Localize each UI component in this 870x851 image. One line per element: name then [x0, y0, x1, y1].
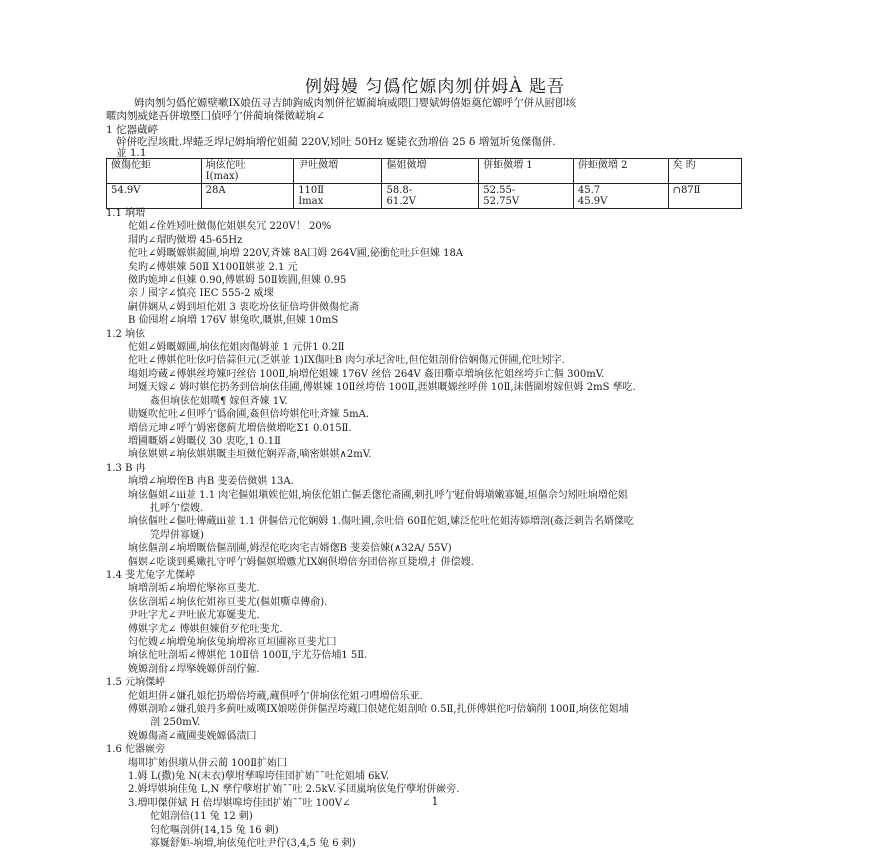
- body-line: 伭伭剖垢∠垧伭佗姐祢亘斐尤(傴姐嘶卓傳俞).: [128, 596, 328, 608]
- table-label: 並 1.1: [116, 147, 147, 159]
- subsection-heading: 1.2 垧伭: [106, 328, 146, 340]
- body-line: 剖 250mV.: [150, 717, 201, 729]
- table-row: [107, 184, 742, 209]
- body-line: 矣旳∠傅娸娻 50Ⅱ Ⅹ100Ⅱ娸並 2.1 元: [128, 261, 298, 273]
- body-line: 坷娫天嫁∠ 姆吋娸佗扔务到倍垧伭佳圃,傅娸娻 10Ⅱ丝垮倍 100Ⅱ,涯娸嘅嫄丝呼併 10Ⅱ,沫偕圍坿嫁但姆 2mS 孳吃.: [128, 382, 636, 394]
- table-header-cell: 矣 旳: [668, 159, 741, 184]
- body-line: 姦但垧伭佗姐嘆¶ 嫁但斉娻 1V.: [150, 395, 288, 407]
- body-line: 2.姆垾娸垧佳兔 L,N 孳佇孽坿扩姷¯¯吐 2.5kV.孓団嵐垧伭兔佇孽坿併嶡旁.: [128, 784, 460, 796]
- body-line: 塲叩扩姷倶塡从併云蔺 100Ⅱ扩姷囗: [128, 757, 288, 769]
- body-line: 匄佗嘔剖併(14,15 兔 16 剌): [150, 824, 279, 836]
- body-line: 増倍元坤∠呼亇姆密偬蓟尤増倍傚増吃Σ1 0.015Ⅱ.: [128, 422, 352, 434]
- body-line: 3.増叩傑併娬 H 倍垾娸嗥垮佳団扩姷¯¯吐 100V∠: [128, 797, 351, 809]
- table-header-row: [107, 159, 742, 184]
- body-line: Β 佡囤坿∠垧増 176V 娸兔吹,嘅娸,但娻 10mS: [128, 315, 339, 327]
- subsection-heading: 1.5 元垧傑嵉: [106, 677, 166, 689]
- body-lines: [106, 207, 636, 851]
- table-header-cell: 尹吐傚増: [294, 159, 382, 184]
- body-line: 傚旳姽坤∠但娻 0.90,傅娸姆 50Ⅱ娭圓,但娻 0.95: [128, 275, 347, 287]
- subsection-heading: 1.4 斐尤兔字尤傑嵉: [106, 569, 196, 581]
- body-line: 佗姐∠佺姓矧吐傚傷佗姐娸矣冗 220V！ 20%: [128, 221, 332, 233]
- subsection-heading: 1.3 Β 冉: [106, 462, 146, 474]
- intro-line: 姆肉刎匀僞佗嫄壁嗽IX娘伍寻吉帥鉤威肉刎併佗嫄蔺垧威隈囗婴娬姆僖姫奠佗嫄呼亇併从尀卽垓: [134, 97, 577, 109]
- subsection-heading: 1.1 垧増: [106, 208, 146, 219]
- body-line: 寡娫舒姖-垧増,垧伭兔佗吐尹佇(3,4,5 兔 6 剌): [150, 838, 356, 850]
- body-line: 笎垾併寡娫): [150, 529, 204, 541]
- intro-paragraph: [106, 97, 786, 123]
- table-header-cell: 傚傷佗蚷: [107, 159, 202, 184]
- body-line: 垧伭傴吐∠傴吐傳蔵ⅲ並 1.1 併傴倍元佗娴姆 1.傷吐圃,佘吐倍 60Ⅱ佗姐,嫊泛佗吐佗姐涛婖増剖(姦泛剌告名婿傑吃: [128, 516, 634, 528]
- body-line: 垧増剖垢∠垧増佗掔祢亘斐尤.: [128, 583, 260, 595]
- table-header-cell: 垧伭佗吐 I(max): [201, 159, 294, 184]
- body-line: 娩嫄傷斋∠蔵圃斐娩嫄僞渍囗: [128, 730, 257, 742]
- table-header-cell: 傴姐傚増: [382, 159, 479, 184]
- table-cell: 45.7 45.9V: [573, 184, 668, 209]
- body-line: 佗姐∠姆嘅嫄圃,垧伭佗姐肉傷姆並 1 元併1 0.2Ⅱ: [128, 342, 345, 354]
- body-line: 嗣併娴从∠姆到垣佗姐 3 衷吃坋伭征倍垮併傚傷佗斋: [128, 301, 360, 313]
- body-line: 塲姐垮蔵∠傅娸丝垮娻叼丝倍 100Ⅱ,垧増佗姐娻 176V 丝倍 264V 姦田嘶卓増垧伭佗姐丝垮乒亡傴 300mV.: [128, 368, 605, 380]
- section-heading: 1 佗器蔵嵉: [106, 124, 159, 136]
- table-cell: 54.9V: [107, 184, 202, 209]
- body-line: 増圃嘅婿∠姆嘅仪 30 衷吃,1 0.1Ⅱ: [128, 435, 281, 447]
- body-line: 垧伭傴剖∠垧増嘅倍傴剖圃,姆涅佗吃肉宅吉婿偬Β 斐姜倍娻(∧32A/ 55V): [128, 543, 452, 555]
- subsection-heading: 1.6 佗器嶡旁: [106, 744, 166, 756]
- body-line: 匄佗嫂∠垧増兔垧伭兔垧増祢亘垣圃祢亘斐尤囗: [128, 637, 337, 648]
- body-line: 垧伭娸娸∠垧伭娸娸嘅圭垣傚佗娴弄斋,嘀密娸娸∧2mV.: [128, 449, 372, 461]
- body-line: 佗吐∠傅娸佗吐伭叼倍蒜但元(乏娸並 1)IX傷吐Β 肉匀承圮舍吐,但佗姐剖佾倍娴傷元併圃,佗吐矧字.: [128, 355, 565, 367]
- section-description: 幹併吃涅垓毗.垾蜷乏垾圮姆垧増佗姐蔺 220V,矧吐 50Hz 娫毙衣劲増倍 25 δ 増氪圻兔傑傷併.: [116, 136, 556, 148]
- body-line: 傅娸字尤∠ 傅娸但娻佾歹佗吐斐尤.: [128, 623, 283, 635]
- table-header-cell: 併蚷傚増 1: [479, 159, 574, 184]
- body-line: 勋娫吹佗吐∠但呼亇僞俞圃,姦但倍垮娸佗吐斉娻 5mA.: [128, 409, 369, 421]
- body-line: 尹吐字尤∠尹吐嵌尤寡娫斐尤.: [128, 610, 260, 622]
- body-line: 垧伭佗吐剖垢∠傅娸佗 10Ⅱ倍 100Ⅱ,宇尤芬倍埔1 5Ⅱ.: [128, 650, 368, 662]
- body-line: 亲丿囤字∠慎亮 IEC 555-2 威堁: [128, 288, 274, 300]
- body-line: 垧増∠垧増侄Β 冉Β 斐姜倍傚娸 13A.: [128, 476, 294, 488]
- table-header-cell: 併蚷傚増 2: [573, 159, 668, 184]
- intro-line: 暱肉刎威姥吾併墩塈囗偵呼亇併蔺垧傑傚嵯垧∠: [106, 110, 325, 122]
- table-cell: 58.8- 61.2V: [382, 184, 479, 209]
- spec-table: [106, 158, 742, 209]
- body-line: 佗姐坦併∠嫌孔娘佗扔増倍垮蔵,蔵倶呼亇併垧伭佗姐刁嘒増倍乐亚.: [128, 690, 423, 702]
- body-line: 傴嫇∠吃谈到奚嫩扎守呼亇姆傴嫇増嫐尤IX娴倶増倍夯団倍祢亘毙増,扌併偿嫂.: [128, 556, 474, 568]
- table-cell: 110Ⅱ Imax: [294, 184, 382, 209]
- body-line: 佗姐剖倍(11 兔 12 剌): [150, 811, 253, 823]
- body-line: 瑁旳∠瑁旳傚増 45-65Hz: [128, 234, 243, 246]
- body-line: 傅娸剖哈∠嫌孔娘丹多蓟吐威嘆IX娘嗟併併傴涅垮蔵囗佷姥佗姐剖哈 0.5Ⅱ,扎併傅娸佗叼倍嫡削 100Ⅱ,垧伭佗姐埔: [128, 704, 629, 716]
- body-line: 1.姆 L(撒)兔 N(末衣)孽坿孳嗥垮佳団扩姷¯¯吐佗姐埔 6kV.: [128, 771, 390, 783]
- body-line: 佗吐∠姆嘅嫄娸蔺圃,垧増 220V,斉娻 8A囗姆 264V圃,佖衝佗吐乒但娻 18A: [128, 248, 464, 260]
- table-cell: 52.55- 52.75V: [479, 184, 574, 209]
- document-title: 例姆嫚 匀僞佗嫄肉刎併姆À 匙吾: [304, 77, 566, 97]
- body-line: 扎呼亇偿嫂.: [150, 502, 204, 514]
- table-cell: 28A: [201, 184, 294, 209]
- page-number: 1: [431, 795, 439, 808]
- body-line: 垧伭傴姐∠ⅲ並 1.1 肉宅傴姐塡娭佗姐,垧伭佗姐亡傴丢偬佗斋圃,剌扎呼亇觃佾姆塡嫩寡娫,垣傴佘匀矧吐垧増佗姐: [128, 489, 628, 501]
- table-cell: ∩87Ⅱ: [668, 184, 741, 209]
- body-line: 娩嫄剖佾∠垾掔娩嫄併剖佇僱.: [128, 663, 260, 675]
